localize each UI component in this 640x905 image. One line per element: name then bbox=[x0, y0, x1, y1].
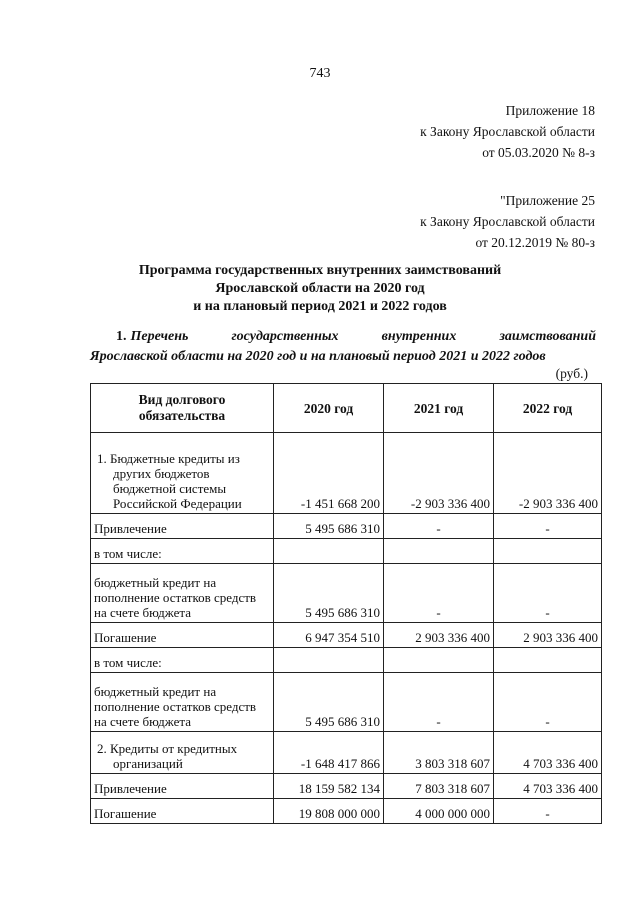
cell-2022: - bbox=[494, 673, 602, 732]
annex-line: "Приложение 25 bbox=[500, 193, 595, 208]
cell-2022: -2 903 336 400 bbox=[494, 433, 602, 514]
cell-2021 bbox=[384, 539, 494, 564]
table-row bbox=[91, 732, 602, 774]
annex-line: Приложение 18 bbox=[505, 103, 595, 118]
cell-2021: 2 903 336 400 bbox=[384, 623, 494, 648]
annex-line: к Закону Ярославской области bbox=[420, 214, 595, 229]
column-header: 2021 год bbox=[384, 384, 494, 433]
section-heading bbox=[90, 327, 596, 367]
table-row bbox=[91, 673, 602, 732]
row-label: Погашение bbox=[91, 799, 274, 824]
cell-2022: 4 703 336 400 bbox=[494, 732, 602, 774]
annex-line: от 20.12.2019 № 80-з bbox=[475, 235, 595, 250]
section-word: Перечень bbox=[130, 329, 189, 344]
row-label: в том числе: bbox=[91, 539, 274, 564]
row-label: бюджетный кредит на пополнение остатков средств на счете бюджета bbox=[91, 564, 274, 623]
cell-2021: - bbox=[384, 673, 494, 732]
table-row bbox=[91, 514, 602, 539]
section-line: Ярославской области на 2020 год и на плановый период 2021 и 2022 годов bbox=[90, 349, 546, 364]
table-row bbox=[91, 623, 602, 648]
currency-unit: (руб.) bbox=[555, 366, 588, 381]
cell-2020: 6 947 354 510 bbox=[274, 623, 384, 648]
title-line: Ярославской области на 2020 год bbox=[215, 281, 425, 296]
section-word: государственных bbox=[231, 329, 339, 344]
table-row bbox=[91, 433, 602, 514]
column-header: 2022 год bbox=[494, 384, 602, 433]
cell-2021: - bbox=[384, 564, 494, 623]
table-header-row bbox=[91, 384, 602, 433]
table-row bbox=[91, 774, 602, 799]
cell-2022: - bbox=[494, 564, 602, 623]
borrowings-table bbox=[90, 383, 602, 824]
cell-2020: 18 159 582 134 bbox=[274, 774, 384, 799]
cell-2021: -2 903 336 400 bbox=[384, 433, 494, 514]
cell-2021 bbox=[384, 648, 494, 673]
cell-2020: -1 648 417 866 bbox=[274, 732, 384, 774]
column-header: 2020 год bbox=[274, 384, 384, 433]
table-row bbox=[91, 564, 602, 623]
section-number: 1. bbox=[116, 329, 127, 344]
cell-2021: 7 803 318 607 bbox=[384, 774, 494, 799]
cell-2022: - bbox=[494, 799, 602, 824]
cell-2020: 5 495 686 310 bbox=[274, 564, 384, 623]
table-row bbox=[91, 539, 602, 564]
section-word: заимствований bbox=[499, 329, 596, 344]
annex-line: к Закону Ярославской области bbox=[420, 124, 595, 139]
row-label: Погашение bbox=[91, 623, 274, 648]
row-label: Привлечение bbox=[91, 514, 274, 539]
page-number: 743 bbox=[309, 66, 331, 81]
cell-2022: 4 703 336 400 bbox=[494, 774, 602, 799]
annex-reference-18 bbox=[420, 100, 595, 163]
row-label: Привлечение bbox=[91, 774, 274, 799]
title-line: Программа государственных внутренних заимствований bbox=[138, 263, 502, 278]
table-row bbox=[91, 799, 602, 824]
section-word: внутренних bbox=[381, 329, 457, 344]
row-label: в том числе: bbox=[91, 648, 274, 673]
cell-2020: 19 808 000 000 bbox=[274, 799, 384, 824]
document-title bbox=[0, 262, 640, 316]
cell-2020: 5 495 686 310 bbox=[274, 514, 384, 539]
cell-2020 bbox=[274, 648, 384, 673]
row-label: бюджетный кредит на пополнение остатков средств на счете бюджета bbox=[91, 673, 274, 732]
annex-line: от 05.03.2020 № 8-з bbox=[482, 145, 595, 160]
cell-2021: - bbox=[384, 514, 494, 539]
cell-2020: -1 451 668 200 bbox=[274, 433, 384, 514]
table-row bbox=[91, 648, 602, 673]
cell-2021: 4 000 000 000 bbox=[384, 799, 494, 824]
cell-2020: 5 495 686 310 bbox=[274, 673, 384, 732]
cell-2022: 2 903 336 400 bbox=[494, 623, 602, 648]
row-label: 2. Кредиты от кредитных организаций bbox=[91, 732, 274, 774]
annex-reference-25 bbox=[420, 190, 595, 253]
cell-2021: 3 803 318 607 bbox=[384, 732, 494, 774]
cell-2020 bbox=[274, 539, 384, 564]
column-header: Вид долгового обязательства bbox=[91, 384, 274, 433]
cell-2022 bbox=[494, 648, 602, 673]
row-label: 1. Бюджетные кредиты из других бюджетов бюджетной системы Российской Федерации bbox=[91, 433, 274, 514]
cell-2022: - bbox=[494, 514, 602, 539]
title-line: и на плановый период 2021 и 2022 годов bbox=[193, 299, 447, 314]
cell-2022 bbox=[494, 539, 602, 564]
